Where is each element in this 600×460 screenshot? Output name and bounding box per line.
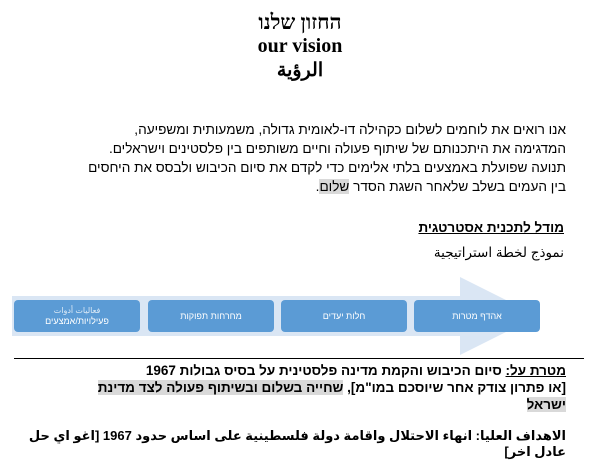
- flow-box-label: פעילויות/אמצעים: [45, 316, 109, 326]
- title-hebrew: החזון שלנו: [258, 10, 342, 34]
- flow-box-activities: [14, 300, 140, 332]
- flow-box-goals: [414, 300, 540, 332]
- goal-text: [או פתרון צודק אחר שיוסכם במו"מ],: [343, 380, 566, 395]
- goal-highlight: שחייה בשלום ובשיתוף פעולה לצד מדינת: [97, 380, 344, 395]
- goal-arabic: الاهداف العليا: انهاء الاحتلال واقامة دولة فلسطينية على اساس حدود 1967 [اغو اي حل عادل اخر]: [28, 428, 566, 459]
- vision-line: אנו רואים את לוחמים לשלום כקהילה דו-לאומית גדולה, משמעותית ומשפיעה,: [134, 122, 566, 137]
- flow-box-label: מחרחות תפוקות: [180, 310, 242, 321]
- flow-box-label: חלות יעדים: [322, 310, 366, 321]
- divider: [14, 358, 584, 359]
- flow-box-objectives: [281, 300, 407, 332]
- goal-line: [14, 362, 566, 379]
- vision-line: המדגימה את היתכנותם של שיתוף פעולה וחיים משותפים בין פלסטינים וישראלים.: [108, 141, 566, 156]
- model-heading-hebrew: מודל לתכנית אסטרטגית: [418, 220, 564, 235]
- highlight-word: שלום: [319, 179, 350, 194]
- vision-line-end: .: [315, 179, 320, 194]
- model-heading-arabic: نموذج لخطة استراتيجية: [433, 245, 564, 260]
- flow-box-label: אהדף מטרות: [452, 310, 502, 321]
- title-english: our vision: [257, 35, 343, 57]
- goal-label: מטרת על:: [505, 363, 566, 378]
- goal-line: [14, 396, 566, 413]
- vision-line: תנועה שפועלת באמצעים בלתי אלימים כדי לקדם את סיום הכיבוש ולבסס את היחסים: [88, 160, 566, 175]
- title-arabic: الرؤية: [276, 60, 324, 81]
- goal-text: סיום הכיבוש והקמת מדינה פלסטינית על בסיס גבולות 1967: [145, 363, 506, 378]
- vision-line-text: בין העמים בשלב שלאחר השגת הסדר: [349, 179, 566, 194]
- flow-box-outputs: [148, 300, 274, 332]
- goal-line: [14, 379, 566, 396]
- flow-box-sub: فعاليات أدوات: [53, 306, 101, 315]
- goal-highlight: ישראל: [526, 397, 566, 412]
- goal-block: [14, 362, 566, 413]
